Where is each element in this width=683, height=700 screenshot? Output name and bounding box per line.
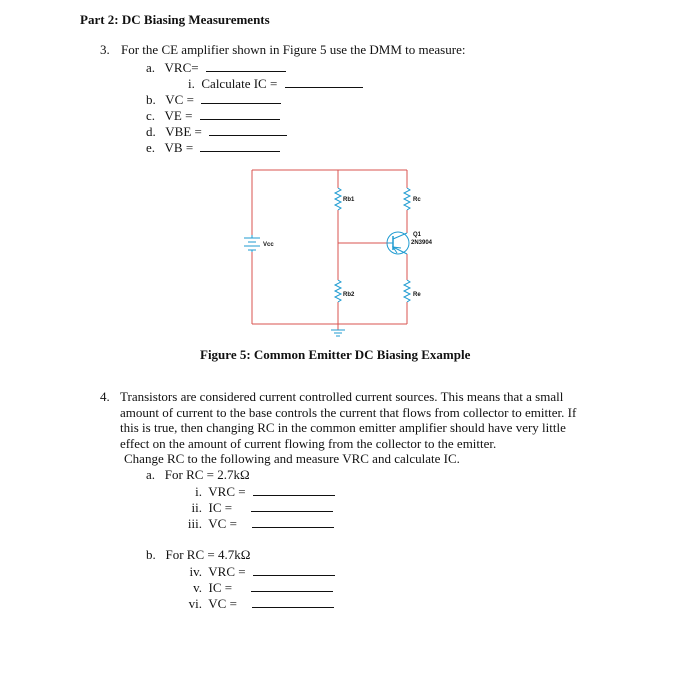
answer-blank-b-vrc[interactable] [253, 563, 335, 576]
q3-item-e-marker: e. [146, 140, 156, 155]
answer-blank-ic[interactable] [285, 75, 363, 88]
q4-line-1: Transistors are considered current controlled current sources. This means that a small [120, 389, 564, 404]
q4-line-2: amount of current to the base controls the current that flows from collector to emitter. If [120, 404, 577, 420]
q3-item-a-label: VRC= [164, 60, 199, 75]
q4-line-3: this is true, then changing RC in the common emitter amplifier should have very little [120, 420, 566, 435]
q4-a-i-label: VRC = [208, 484, 246, 499]
q3-number: 3. [100, 42, 110, 57]
q4-a-label: For RC = 2.7kΩ [164, 467, 250, 482]
q3-item-c-label: VE = [164, 108, 193, 123]
label-rb2: Rb2 [343, 292, 355, 298]
resistor-rb1 [335, 188, 341, 210]
answer-blank-vb[interactable] [200, 139, 280, 152]
q4-b-v [176, 579, 333, 595]
q3-item-e [146, 139, 280, 155]
q4-b-v-marker: v. [193, 580, 202, 595]
q3-item-i-marker: i. [188, 76, 195, 91]
q4-b-label: For RC = 4.7kΩ [165, 547, 251, 562]
q4-a-ii [176, 499, 333, 515]
q3-item-a [146, 59, 286, 75]
resistor-re [404, 280, 410, 302]
q3-item-b-marker: b. [146, 92, 156, 107]
q4-b [146, 547, 250, 562]
q4-a-ii-label: IC = [208, 500, 233, 515]
q4-line-4: effect on the amount of current flowing from the collector to the emitter. [120, 435, 497, 451]
label-part: 2N3904 [411, 240, 433, 246]
q4-a-iii-label: VC = [208, 516, 237, 531]
answer-blank-vrc[interactable] [206, 59, 286, 72]
label-rb1: Rb1 [343, 197, 355, 203]
q4-b-vi-marker: vi. [188, 596, 202, 611]
resistor-rc [404, 188, 410, 210]
battery-vcc [244, 235, 260, 252]
answer-blank-a-vc[interactable] [252, 515, 334, 528]
q3-item-a-marker: a. [146, 60, 156, 75]
q3-item-b [146, 91, 281, 107]
q4-a-ii-marker: ii. [191, 500, 202, 515]
q4-a-i [176, 483, 335, 499]
q4-b-iv-label: VRC = [208, 564, 246, 579]
q3-item-c-marker: c. [146, 108, 156, 123]
q3-item-c [146, 107, 280, 123]
q4-b-vi-label: VC = [208, 596, 237, 611]
q4-b-iv-marker: iv. [189, 564, 202, 579]
resistor-rb2 [335, 280, 341, 302]
q4-b-v-label: IC = [208, 580, 233, 595]
answer-blank-vc[interactable] [201, 91, 281, 104]
answer-blank-b-ic[interactable] [251, 579, 333, 592]
label-vcc: Vcc [263, 242, 274, 248]
label-q1: Q1 [413, 232, 422, 238]
q3-item-i-label: Calculate IC = [201, 76, 278, 91]
label-re: Re [413, 292, 421, 298]
q4-a-marker: a. [146, 467, 156, 482]
q3-item-e-label: VB = [164, 140, 194, 155]
figure-caption: Figure 5: Common Emitter DC Biasing Example [200, 347, 471, 362]
q4-b-iv [176, 563, 335, 579]
answer-blank-ve[interactable] [200, 107, 280, 120]
q4-instruction: Change RC to the following and measure VRC and calculate IC. [124, 451, 460, 466]
q4-a-iii [176, 515, 334, 531]
q4-a-i-marker: i. [195, 484, 202, 499]
answer-blank-vbe[interactable] [209, 123, 287, 136]
q3-item-b-label: VC = [165, 92, 194, 107]
answer-blank-a-ic[interactable] [251, 499, 333, 512]
transistor-q1 [387, 232, 409, 254]
answer-blank-b-vc[interactable] [252, 595, 334, 608]
q4-b-vi [176, 595, 334, 611]
q4-b-marker: b. [146, 547, 156, 562]
q3-text: For the CE amplifier shown in Figure 5 use the DMM to measure: [121, 42, 466, 57]
q4-number: 4. [100, 389, 110, 404]
part-title: Part 2: DC Biasing Measurements [80, 12, 270, 27]
q4-a-iii-marker: iii. [187, 516, 202, 531]
answer-blank-a-vrc[interactable] [253, 483, 335, 496]
q3-item-d-label: VBE = [165, 124, 202, 139]
label-rc: Rc [413, 197, 421, 203]
q3-item-d-marker: d. [146, 124, 156, 139]
q4-paragraph [120, 389, 590, 451]
ground-symbol [331, 330, 345, 336]
q4-a [146, 467, 250, 482]
q3-item-d [146, 123, 287, 139]
q3-item-i [188, 75, 363, 91]
ce-amplifier-schematic [230, 160, 450, 345]
